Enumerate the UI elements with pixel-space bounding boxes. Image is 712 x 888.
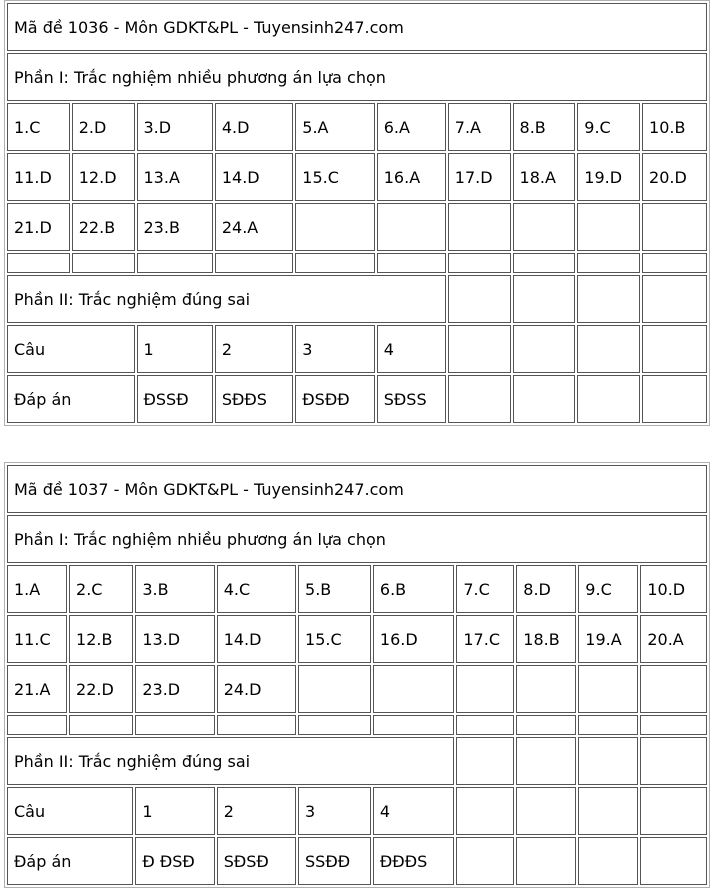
empty-cell	[448, 275, 511, 323]
empty-cell	[448, 375, 511, 423]
answer-cell: 2.C	[69, 565, 133, 613]
answer-cell: 9.C	[578, 565, 638, 613]
true-false-answer: SĐSĐ	[217, 837, 296, 885]
answer-cell: 11.C	[7, 615, 67, 663]
answer-cell: 12.D	[72, 153, 135, 201]
answer-cell: 3.B	[135, 565, 214, 613]
empty-cell	[135, 715, 214, 735]
empty-cell	[298, 665, 371, 713]
empty-cell	[456, 837, 514, 885]
question-number: 1	[135, 787, 214, 835]
question-number: 4	[377, 325, 446, 373]
answer-cell: 24.D	[217, 665, 296, 713]
answer-cell: 21.D	[7, 203, 70, 251]
answer-cell: 17.D	[448, 153, 511, 201]
answer-cell: 19.A	[578, 615, 638, 663]
answer-cell: 7.A	[448, 103, 511, 151]
answer-cell: 3.D	[137, 103, 213, 151]
empty-cell	[513, 203, 576, 251]
empty-cell	[69, 715, 133, 735]
empty-cell	[456, 737, 514, 785]
answer-cell: 13.A	[137, 153, 213, 201]
empty-cell	[578, 665, 638, 713]
empty-cell	[640, 715, 707, 735]
answer-cell: 9.C	[577, 103, 640, 151]
empty-cell	[577, 325, 640, 373]
question-label: Câu	[7, 787, 133, 835]
empty-cell	[513, 253, 576, 273]
answer-cell: 1.A	[7, 565, 67, 613]
answer-cell: 4.D	[215, 103, 293, 151]
answer-cell: 16.A	[377, 153, 446, 201]
empty-cell	[578, 737, 638, 785]
empty-cell	[516, 715, 576, 735]
empty-cell	[642, 325, 707, 373]
true-false-answer: SSĐĐ	[298, 837, 371, 885]
question-number: 3	[298, 787, 371, 835]
answer-cell: 5.B	[298, 565, 371, 613]
empty-cell	[640, 737, 707, 785]
empty-cell	[642, 203, 707, 251]
empty-cell	[516, 787, 576, 835]
answer-cell: 6.B	[373, 565, 454, 613]
answer-cell: 22.B	[72, 203, 135, 251]
empty-cell	[516, 665, 576, 713]
answer-cell: 18.A	[513, 153, 576, 201]
empty-cell	[137, 253, 213, 273]
empty-cell	[642, 253, 707, 273]
empty-cell	[642, 375, 707, 423]
empty-cell	[448, 325, 511, 373]
answer-cell: 6.A	[377, 103, 446, 151]
part1-title: Phần I: Trắc nghiệm nhiều phương án lựa chọn	[7, 53, 707, 101]
empty-cell	[72, 253, 135, 273]
true-false-answer: ĐSĐĐ	[295, 375, 374, 423]
part1-title: Phần I: Trắc nghiệm nhiều phương án lựa chọn	[7, 515, 707, 563]
empty-cell	[295, 203, 374, 251]
answer-cell: 23.D	[135, 665, 214, 713]
question-label: Câu	[7, 325, 135, 373]
empty-cell	[516, 837, 576, 885]
answer-cell: 20.D	[642, 153, 707, 201]
true-false-answer: SĐSS	[377, 375, 446, 423]
empty-cell	[513, 275, 576, 323]
answer-cell: 2.D	[72, 103, 135, 151]
empty-cell	[448, 203, 511, 251]
empty-cell	[456, 715, 514, 735]
answer-cell: 14.D	[217, 615, 296, 663]
answer-table-1037	[4, 462, 710, 888]
exam-title: Mã đề 1037 - Môn GDKT&PL - Tuyensinh247.com	[7, 465, 707, 513]
exam-title: Mã đề 1036 - Môn GDKT&PL - Tuyensinh247.com	[7, 3, 707, 51]
answer-cell: 11.D	[7, 153, 70, 201]
empty-cell	[456, 665, 514, 713]
true-false-answer: ĐĐĐS	[373, 837, 454, 885]
question-number: 3	[295, 325, 374, 373]
empty-cell	[578, 715, 638, 735]
answer-cell: 23.B	[137, 203, 213, 251]
answer-cell: 19.D	[577, 153, 640, 201]
empty-cell	[642, 275, 707, 323]
true-false-answer: ĐSSĐ	[137, 375, 213, 423]
answer-cell: 5.A	[295, 103, 374, 151]
answer-cell: 15.C	[298, 615, 371, 663]
true-false-answer: Đ ĐSĐ	[135, 837, 214, 885]
answer-cell: 8.D	[516, 565, 576, 613]
answer-cell: 12.B	[69, 615, 133, 663]
empty-cell	[577, 253, 640, 273]
answer-cell: 7.C	[456, 565, 514, 613]
empty-cell	[577, 375, 640, 423]
answer-cell: 14.D	[215, 153, 293, 201]
question-number: 4	[373, 787, 454, 835]
answer-cell: 15.C	[295, 153, 374, 201]
answer-cell: 20.A	[640, 615, 707, 663]
answer-cell: 18.B	[516, 615, 576, 663]
empty-cell	[640, 837, 707, 885]
empty-cell	[578, 787, 638, 835]
answer-label: Đáp án	[7, 375, 135, 423]
answer-cell: 8.B	[513, 103, 576, 151]
empty-cell	[577, 203, 640, 251]
empty-cell	[513, 325, 576, 373]
empty-cell	[448, 253, 511, 273]
empty-cell	[513, 375, 576, 423]
answer-cell: 10.B	[642, 103, 707, 151]
answer-cell: 16.D	[373, 615, 454, 663]
empty-cell	[577, 275, 640, 323]
empty-cell	[516, 737, 576, 785]
part2-title: Phần II: Trắc nghiệm đúng sai	[7, 737, 454, 785]
empty-cell	[7, 715, 67, 735]
answer-cell: 13.D	[135, 615, 214, 663]
empty-cell	[456, 787, 514, 835]
empty-cell	[7, 253, 70, 273]
answer-cell: 4.C	[217, 565, 296, 613]
answer-cell: 10.D	[640, 565, 707, 613]
empty-cell	[377, 203, 446, 251]
answer-table-1036	[4, 0, 710, 426]
answer-cell: 21.A	[7, 665, 67, 713]
question-number: 2	[215, 325, 293, 373]
empty-cell	[298, 715, 371, 735]
empty-cell	[215, 253, 293, 273]
true-false-answer: SĐĐS	[215, 375, 293, 423]
question-number: 2	[217, 787, 296, 835]
question-number: 1	[137, 325, 213, 373]
answer-label: Đáp án	[7, 837, 133, 885]
empty-cell	[373, 665, 454, 713]
empty-cell	[640, 665, 707, 713]
empty-cell	[217, 715, 296, 735]
answer-cell: 24.A	[215, 203, 293, 251]
answer-cell: 1.C	[7, 103, 70, 151]
empty-cell	[377, 253, 446, 273]
empty-cell	[578, 837, 638, 885]
answer-cell: 22.D	[69, 665, 133, 713]
empty-cell	[373, 715, 454, 735]
part2-title: Phần II: Trắc nghiệm đúng sai	[7, 275, 446, 323]
empty-cell	[640, 787, 707, 835]
empty-cell	[295, 253, 374, 273]
answer-cell: 17.C	[456, 615, 514, 663]
